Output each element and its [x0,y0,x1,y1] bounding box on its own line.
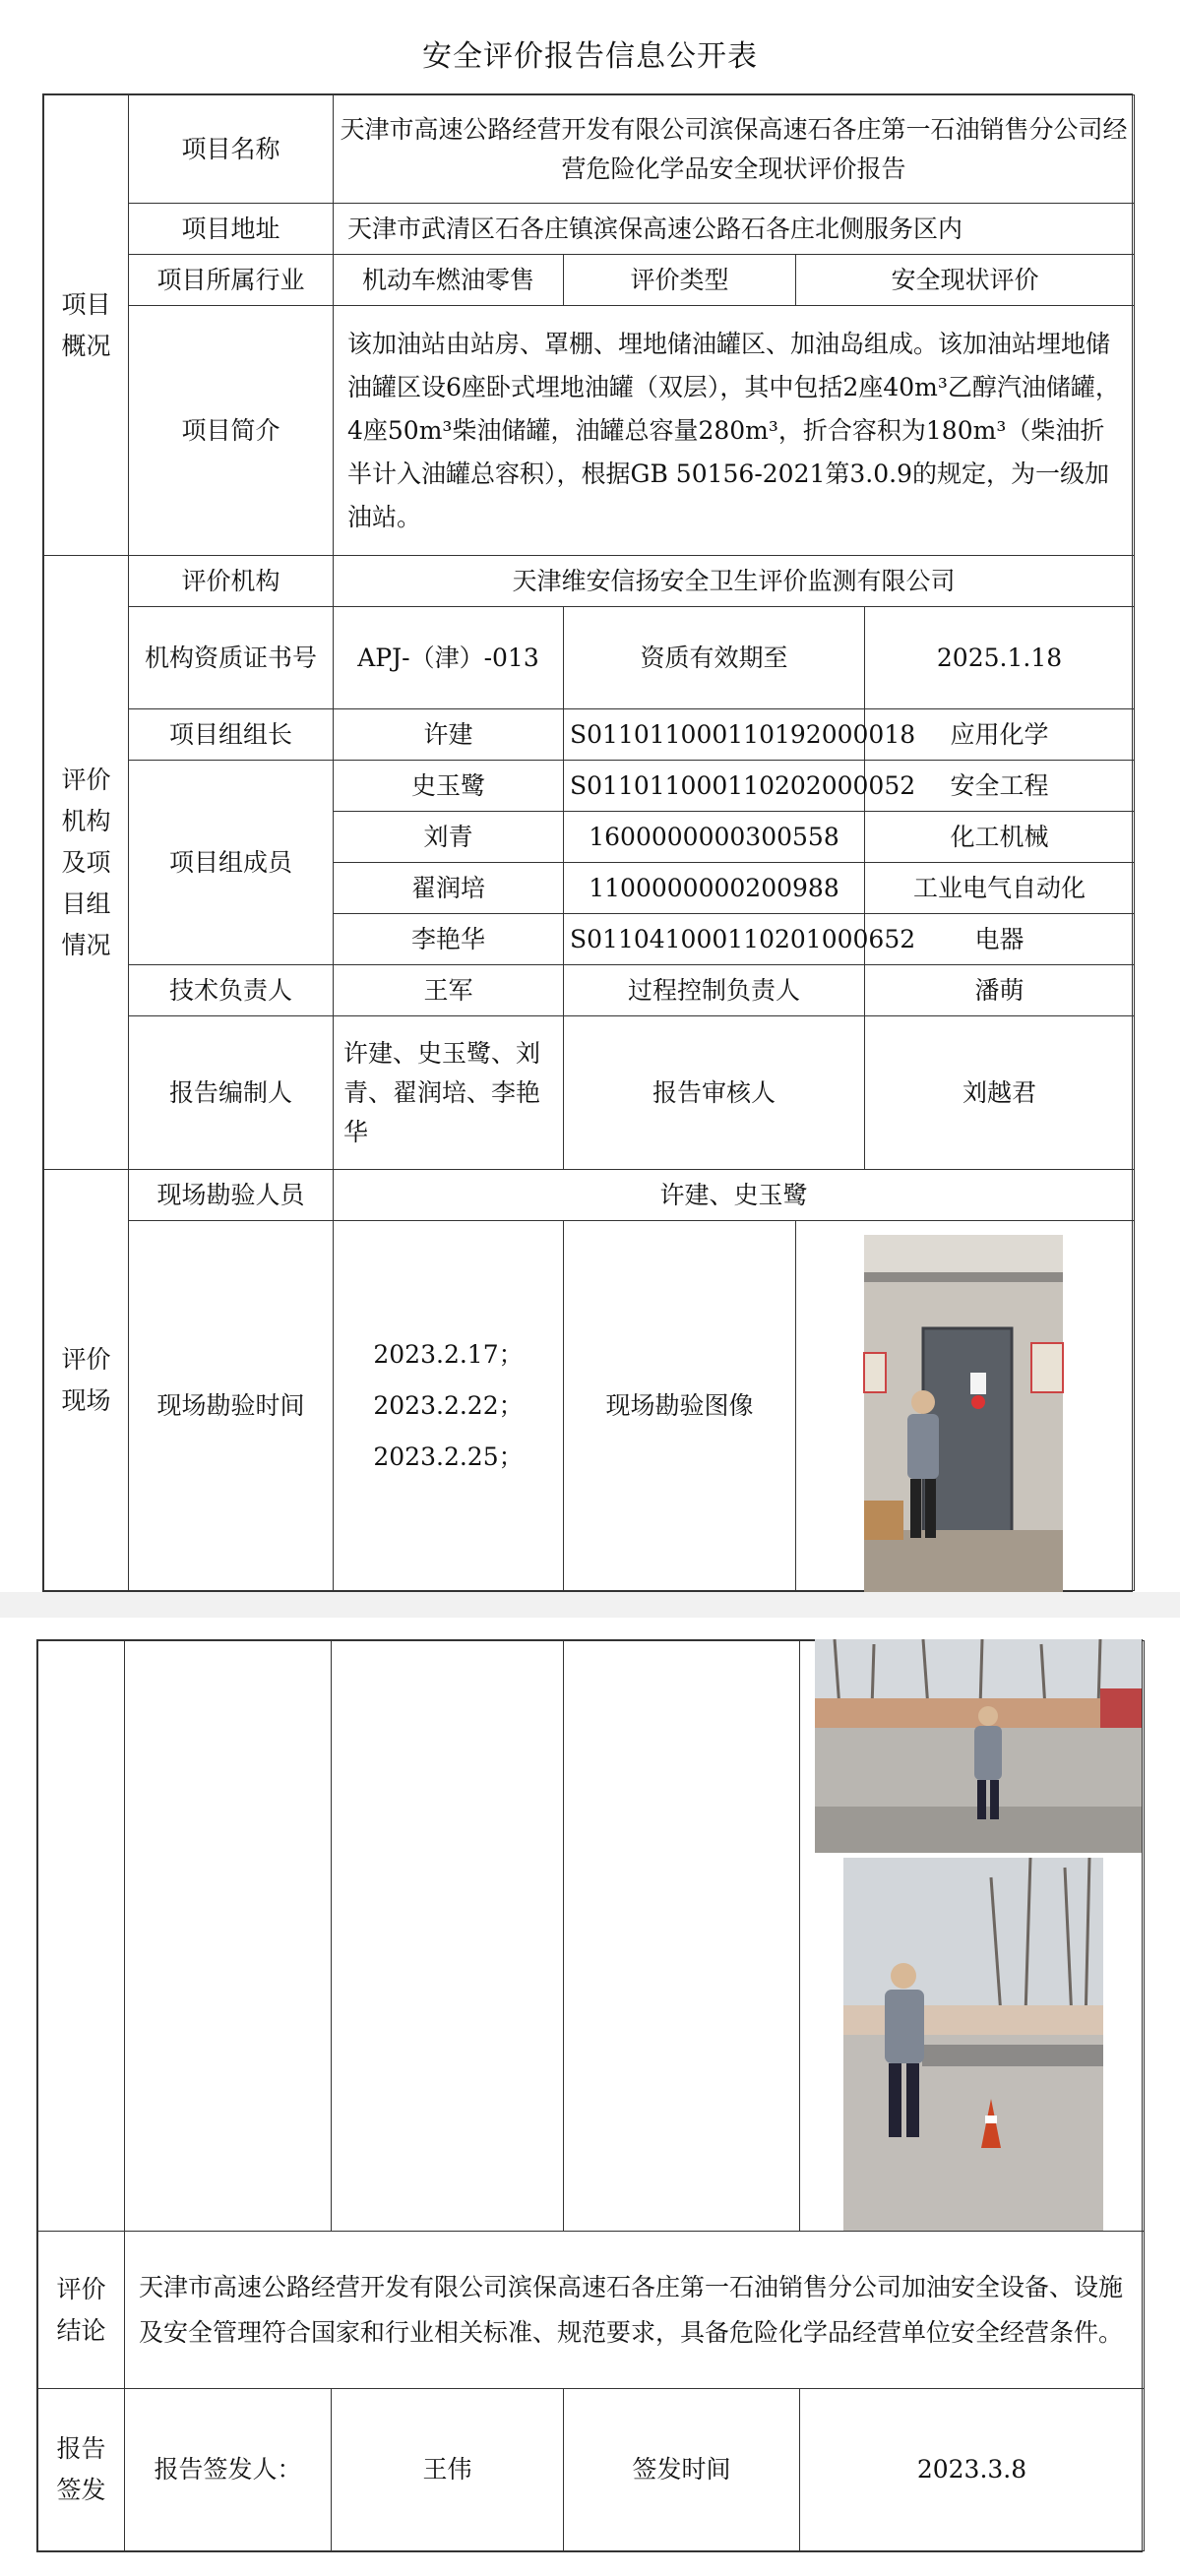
cert-value: APJ-（津）-013 [334,607,564,709]
section-org-team: 评价机构及项目组情况 [44,556,129,1170]
validity-value: 2025.1.18 [865,607,1135,709]
section-signoff: 报告签发 [38,2389,125,2551]
members-label: 项目组成员 [129,761,334,965]
continuation-image-label-cell [564,1641,800,2232]
project-intro-value: 该加油站由站房、罩棚、埋地储油罐区、加油岛组成。该加油站埋地储油罐区设6座卧式埋地油罐（双层），其中包括2座40m³乙醇汽油储罐，4座50m³柴油储罐，油罐总容量280m³，折合容积为180m³（柴油折半计入油罐总容积），根据GB 50156-2021第3.0.9的规定，为一级加油站。 [334,306,1135,556]
team-member-id: 1100000000200988 [564,863,865,914]
site-photo-3 [843,1858,1103,2231]
report-author-value: 许建、史玉鹭、刘青、翟润培、李艳华 [334,1016,564,1170]
section-project-overview: 项目概况 [44,95,129,556]
team-member-name: 李艳华 [334,914,564,965]
team-member-major: 工业电气自动化 [865,863,1135,914]
leader-label: 项目组组长 [129,709,334,761]
team-member-major: 应用化学 [865,709,1135,761]
site-image-label: 现场勘验图像 [564,1221,796,1591]
project-name-label: 项目名称 [129,95,334,204]
team-member-id: S011041000110201000652 [564,914,865,965]
project-industry-label: 项目所属行业 [129,255,334,306]
team-member-major: 电器 [865,914,1135,965]
team-member-id: S011011000110192000018 [564,709,865,761]
project-intro-label: 项目简介 [129,306,334,556]
section-conclusion: 评价结论 [38,2232,125,2389]
continuation-label-cell [125,1641,332,2232]
team-member-name: 刘青 [334,812,564,863]
site-dates [334,1221,564,1591]
issuer-value: 王伟 [332,2389,564,2551]
continuation-dates-cell [332,1641,564,2232]
page-title: 安全评价报告信息公开表 [422,39,758,74]
process-lead-value: 潘萌 [865,965,1135,1016]
report-author-label: 报告编制人 [129,1016,334,1170]
cert-label: 机构资质证书号 [129,607,334,709]
project-name-value: 天津市高速公路经营开发有限公司滨保高速石各庄第一石油销售分公司经营危险化学品安全现状评价报告 [334,95,1135,204]
process-lead-label: 过程控制负责人 [564,965,865,1016]
site-date: 2023.2.17； [373,1339,524,1369]
project-address-value: 天津市武清区石各庄镇滨保高速公路石各庄北侧服务区内 [334,204,1135,255]
eval-type-label: 评价类型 [564,255,796,306]
agency-value: 天津维安信扬安全卫生评价监测有限公司 [334,556,1135,607]
site-date: 2023.2.25； [373,1441,524,1471]
team-member-major: 化工机械 [865,812,1135,863]
continuation-section-cell [38,1641,125,2232]
team-member-name: 史玉鹭 [334,761,564,812]
site-time-label: 现场勘验时间 [129,1221,334,1591]
validity-label: 资质有效期至 [564,607,865,709]
site-photo-1 [864,1235,1063,1592]
team-member-id: 1600000000300558 [564,812,865,863]
team-member-name: 许建 [334,709,564,761]
report-reviewer-value: 刘越君 [865,1016,1135,1170]
site-staff-label: 现场勘验人员 [129,1170,334,1221]
issuer-label: 报告签发人： [125,2389,332,2551]
team-member-id: S011011000110202000052 [564,761,865,812]
project-industry-value: 机动车燃油零售 [334,255,564,306]
site-date: 2023.2.22； [373,1390,524,1420]
project-address-label: 项目地址 [129,204,334,255]
report-reviewer-label: 报告审核人 [564,1016,865,1170]
conclusion-text: 天津市高速公路经营开发有限公司滨保高速石各庄第一石油销售分公司加油安全设备、设施及安全管理符合国家和行业相关标准、规范要求，具备危险化学品经营单位安全经营条件。 [125,2232,1145,2389]
tech-lead-label: 技术负责人 [129,965,334,1016]
team-member-major: 安全工程 [865,761,1135,812]
section-site: 评价现场 [44,1170,129,1591]
agency-label: 评价机构 [129,556,334,607]
site-staff-value: 许建、史玉鹭 [334,1170,1135,1221]
issue-time-label: 签发时间 [564,2389,800,2551]
page-separator [0,1592,1180,1618]
eval-type-value: 安全现状评价 [796,255,1135,306]
tech-lead-value: 王军 [334,965,564,1016]
issue-time-value: 2023.3.8 [800,2389,1145,2551]
team-member-name: 翟润培 [334,863,564,914]
site-photo-2 [815,1639,1142,1853]
